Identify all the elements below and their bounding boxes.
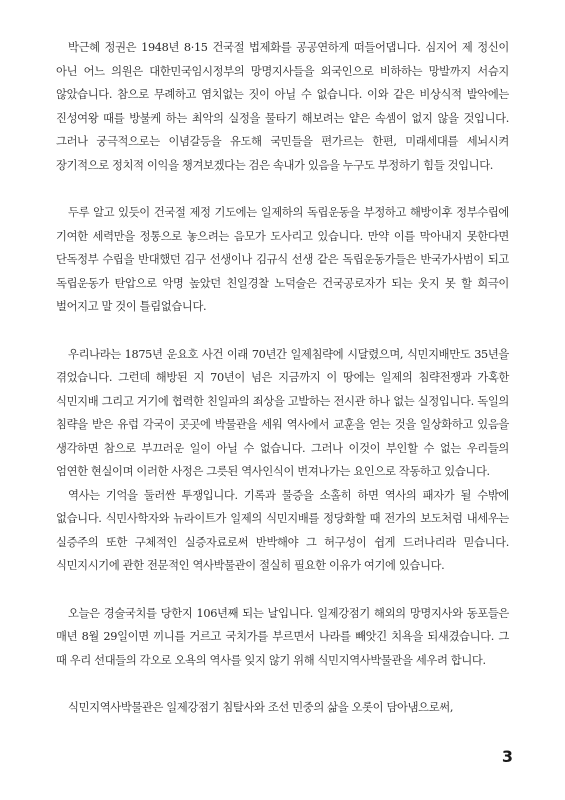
paragraph-2: 두루 알고 있듯이 건국절 제정 기도에는 일제하의 독립운동을 부정하고 해방이후 정부수립에 기여한 세력만을 정통으로 놓으려는 음모가 도사리고 있습니다. 만약 이를 막아내지 못한다면 단독정부 수립을 반대했던 김구 선생이나 김규식 선생 같은 독립운동가들은 반국가사범이 되고 독립운동가 탄압으로 악명 높았던 친일경찰 노덕술은 건국공로자가 되는 웃지 못 할 희극이 벌어지고 말 것이 틀림없습니다. bbox=[56, 206, 509, 313]
paragraph-5: 오늘은 경술국치를 당한지 106년째 되는 날입니다. 일제강점기 해외의 망명지사와 동포들은 매년 8월 29일이면 끼니를 거르고 국치가를 부르면서 나라를 빼앗긴 치욕을 되새겼습니다. 그 때 우리 선대들의 각오로 오욕의 역사를 잊지 않기 위해 식민지역사박물관을 세우려 합니다. bbox=[56, 606, 509, 667]
paragraph-4: 역사는 기억을 둘러싼 투쟁입니다. 기록과 물증을 소홀히 하면 역사의 패자가 될 수밖에 없습니다. 식민사학자와 뉴라이트가 일제의 식민지배를 정당화할 때 전가의 보도처럼 내세우는 실증주의 또한 구체적인 실증자료로써 반박해야 그 허구성이 쉽게 드러나리라 믿습니다. 식민지시기에 관한 전문적인 역사박물관이 절실히 필요한 이유가 여기에 있습니다. bbox=[56, 488, 509, 572]
paragraph-gap bbox=[56, 672, 509, 696]
paragraph-gap bbox=[56, 319, 509, 343]
paragraph-gap bbox=[56, 578, 509, 602]
paragraph-3: 우리나라는 1875년 운요호 사건 이래 70년간 일제침략에 시달렸으며, 식민지배만도 35년을 겪었습니다. 그런데 해방된 지 70년이 넘은 지금까지 이 땅에는 일제의 침략전쟁과 가혹한 식민지배 그리고 거기에 협력한 친일파의 죄상을 고발하는 전시관 하나 없는 실정입니다. 독일의 침략을 받은 유럽 각국이 곳곳에 박물관을 세워 역사에서 교훈을 얻는 것을 일상화하고 있음을 생각하면 참으로 부끄러운 일이 아닐 수 없습니다. 그러나 이것이 부인할 수 없는 우리들의 엄연한 현실이며 이러한 사정은 그릇된 역사인식이 번져나가는 요인으로 작동하고 있습니다. bbox=[56, 347, 509, 478]
paragraph-1: 박근혜 정권은 1948년 8·15 건국절 법제화를 공공연하게 떠들어댑니다. 심지어 제 정신이 아닌 어느 의원은 대한민국임시정부의 망명지사들을 외국인으로 비하하는 망발까지 서슴지 않았습니다. 참으로 무례하고 염치없는 짓이 아닐 수 없습니다. 이와 같은 비상식적 발악에는 진성여왕 때를 방불케 하는 최악의 실정을 물타기 해보려는 얕은 속셈이 없지 않을 것입니다. 그러나 궁극적으로는 이념갈등을 유도해 국민들을 편가르는 한편, 미래세대를 세뇌시켜 장기적으로 정치적 이익을 챙겨보겠다는 검은 속내가 있음을 누구도 부정하기 힘들 것입니다. bbox=[56, 41, 509, 172]
paragraph-gap bbox=[56, 177, 509, 201]
paragraph-6: 식민지역사박물관은 일제강점기 침탈사와 조선 민중의 삶을 오롯이 담아냄으로써, bbox=[68, 701, 454, 714]
page-number: 3 bbox=[501, 747, 513, 766]
